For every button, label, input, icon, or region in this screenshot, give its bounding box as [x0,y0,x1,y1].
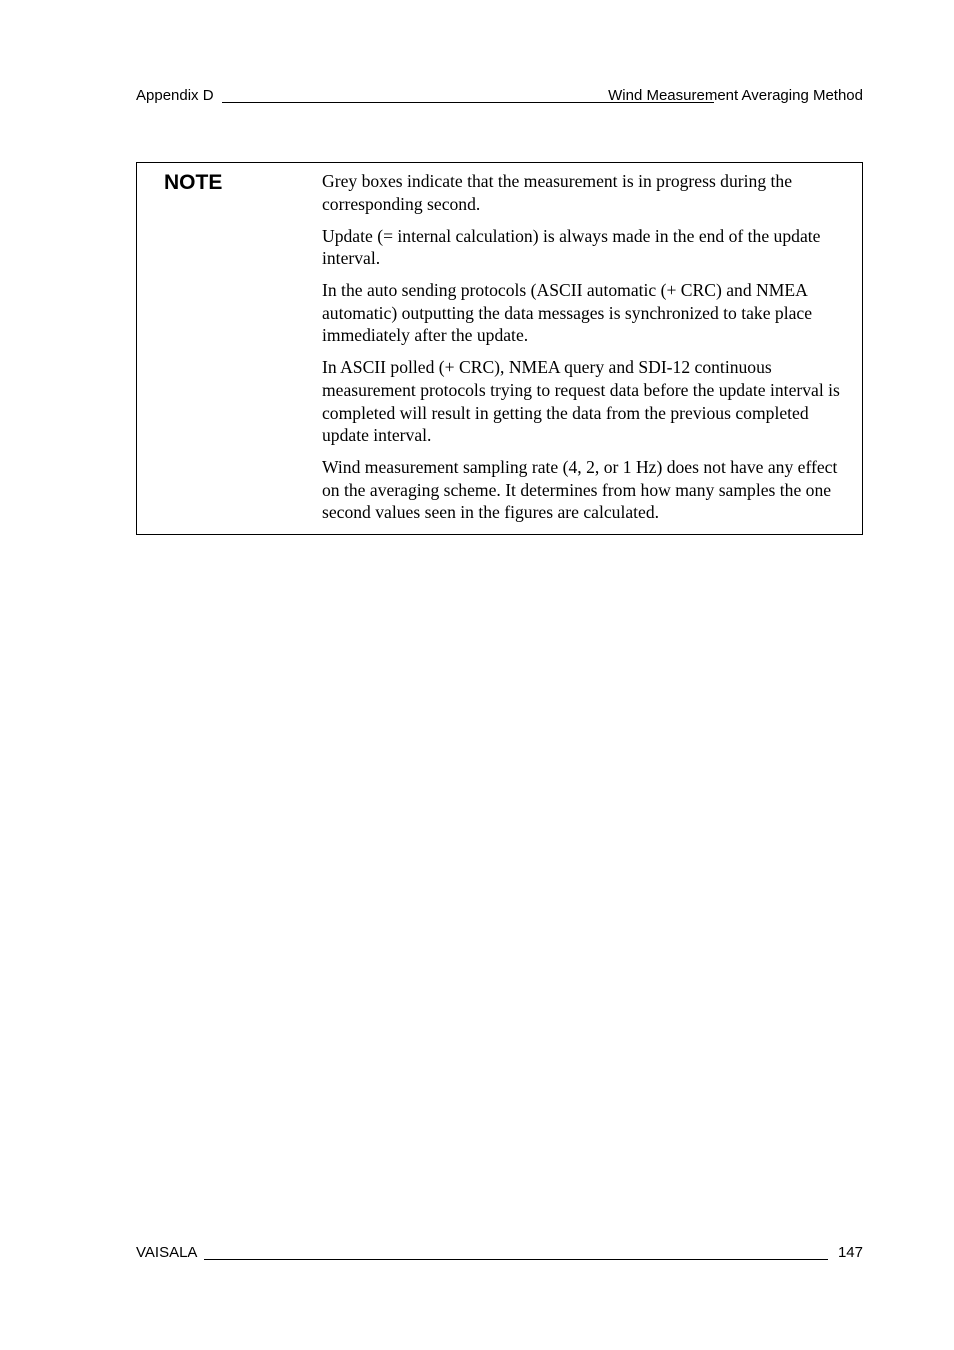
note-paragraph: Wind measurement sampling rate (4, 2, or 1 Hz) does not have any effect on the averaging scheme. It determines from how many samples the one second values seen in the figures are calculated. [322,457,838,523]
header-section: Appendix D [136,87,214,104]
header-title: Wind Measurement Averaging Method [608,87,863,104]
note-paragraph: Update (= internal calculation) is always made in the end of the update interval. [322,225,821,269]
footer-company: VAISALA [136,1244,198,1261]
running-footer [136,1243,863,1263]
note-paragraph: Grey boxes indicate that the measurement is in progress during the corresponding second. [322,171,793,214]
note-body [322,170,858,533]
note-paragraph: In ASCII polled (+ CRC), NMEA query and SDI-12 continuous measurement protocols trying to request data before the update interval is completed will result in getting the data from the previous completed update interval. [322,357,840,446]
running-header [136,86,863,106]
page-number: 147 [837,1244,863,1261]
footer-rule [204,1259,828,1260]
note-paragraph: In the auto sending protocols (ASCII automatic (+ CRC) and NMEA automatic) outputting the data messages is synchronized to take place immediately after the update. [322,280,813,346]
note-box [136,162,863,535]
note-label: NOTE [164,171,223,194]
